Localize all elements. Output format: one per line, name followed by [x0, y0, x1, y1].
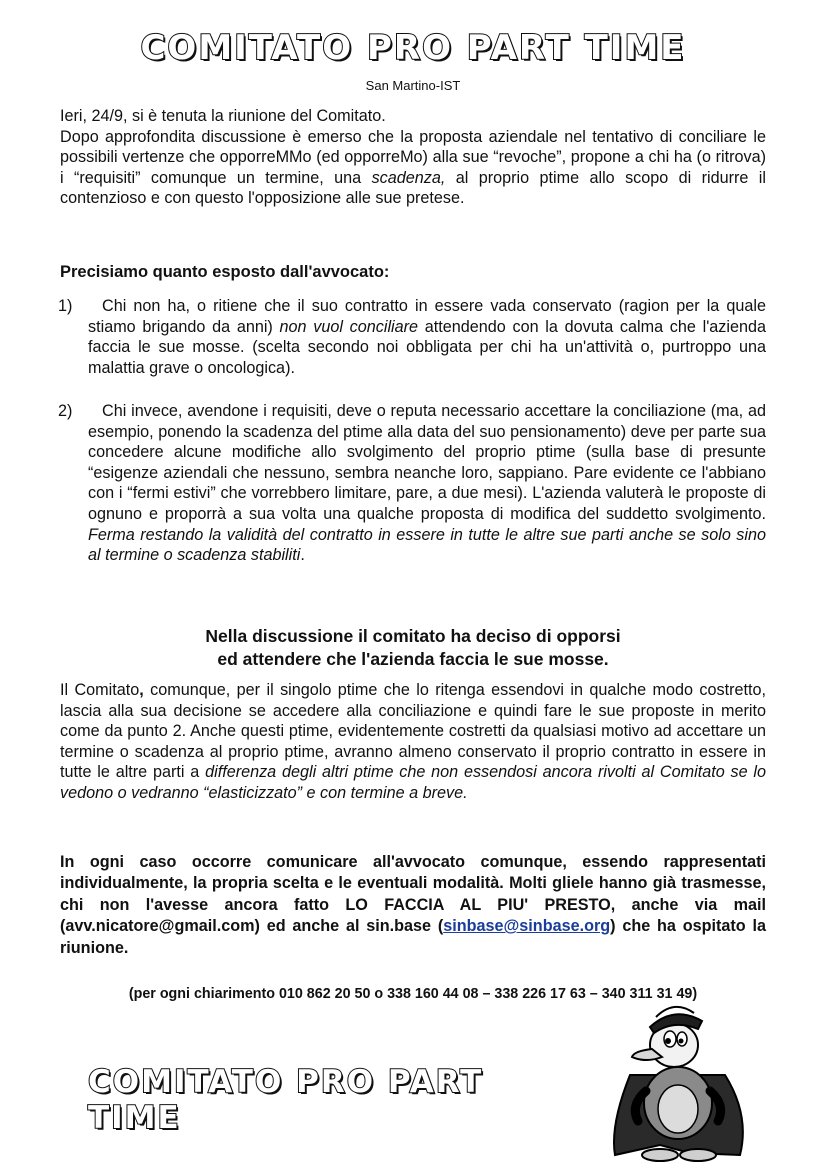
page-subtitle: San Martino-IST: [365, 78, 461, 93]
point-2-number: 2): [58, 402, 73, 420]
phone-contacts: (per ogni chiarimento 010 862 20 50 o 338 160 44 08 – 338 226 17 63 – 340 311 31 49): [128, 986, 698, 1002]
point-1-number: 1): [58, 297, 73, 315]
intro-line: Ieri, 24/9, si è tenuta la riunione del Comitato.: [60, 107, 386, 125]
decision-line-2: ed attendere che l'azienda faccia le sue mosse.: [217, 649, 609, 669]
footer-title: COMITATO PRO PART TIME: [88, 1064, 484, 1136]
point-2: 2) Chi invece, avendone i requisiti, deve o reputa necessario accettare la conciliazione (ma, ad esempio, ponendo la scadenza del ptime alla data del suo pensionamento) deve per parte sua concedere alcune modifiche allo svolgimento del proprio ptime (sulla base di presunte “esigenze aziendali che nessuno, sembra neanche loro, sappiano. Pare evidente ce l'abbiano con i “fermi estivi” che vorrebbero limitare, pare, a due mesi). L'azienda valuterà le proposte di ognuno e proporrà a sua volta una qualche proposta di modifica del suddetto svolgimento. Ferma restando la validità del contratto in essere in tutte le altre sue parti anche se solo sino al termine o scadenza stabiliti.: [58, 402, 766, 565]
intro-paragraph: Dopo approfondita discussione è emerso che la proposta aziendale nel tentativo di conciliare le possibili vertenze che opporreMMo (ed opporreMo) alla sue “revoche”, propone a chi ha (o ritrova) i “requisiti” comunque un termine, una scadenza, al proprio ptime allo scopo di ridurre il contenzioso e con questo l'opposizione alle sue pretese.: [60, 127, 766, 208]
lawyer-heading: Precisiamo quanto esposto dall'avvocato:: [60, 263, 390, 281]
page-title: COMITATO PRO PART TIME: [140, 28, 686, 68]
intro-section: [60, 106, 766, 209]
notice-paragraph: In ogni caso occorre comunicare all'avvocato comunque, essendo rappresentati individualmente, la propria scelta e le eventuali modalità. Molti gliele hanno già trasmesse, chi non l'avesse ancora fatto LO FACCIA AL PIU' PRESTO, anche via mail (avv.nicatore@gmail.com) ed anche al sin.base (sinbase@sinbase.org) che ha ospitato la riunione.: [60, 853, 766, 957]
point-1: 1) Chi non ha, o ritiene che il suo contratto in essere vada conservato (ragion per la quale stiamo brigando da anni) non vuol conciliare attendendo con la dovuta calma che l'azienda faccia le sue mosse. (scelta secondo noi obbligata per chi ha un'attività o, purtroppo una malattia grave o oncologica).: [58, 297, 767, 377]
sinbase-email-link[interactable]: sinbase@sinbase.org: [443, 917, 611, 936]
committee-paragraph: Il Comitato, comunque, per il singolo ptime che lo ritenga essendovi in qualche modo costretto, lascia alla sua decisione se accedere alla conciliazione e quindi fare le sue proposte in merito come da punto 2. Anche questi ptime, evidentemente costretti da qualsiasi motivo ad accettare un termine o scadenza al proprio ptime, avranno almeno conservato il proprio contratto in essere in tutte le altre parti a differenza degli altri ptime che non essendosi ancora rivolti al Comitato se lo vedono o vedranno “elasticizzato” e con termine a breve.: [60, 681, 767, 802]
duck-cartoon-icon: [590, 1005, 770, 1165]
decision-heading: [60, 625, 766, 671]
decision-line-1: Nella discussione il comitato ha deciso di opporsi: [205, 626, 621, 646]
